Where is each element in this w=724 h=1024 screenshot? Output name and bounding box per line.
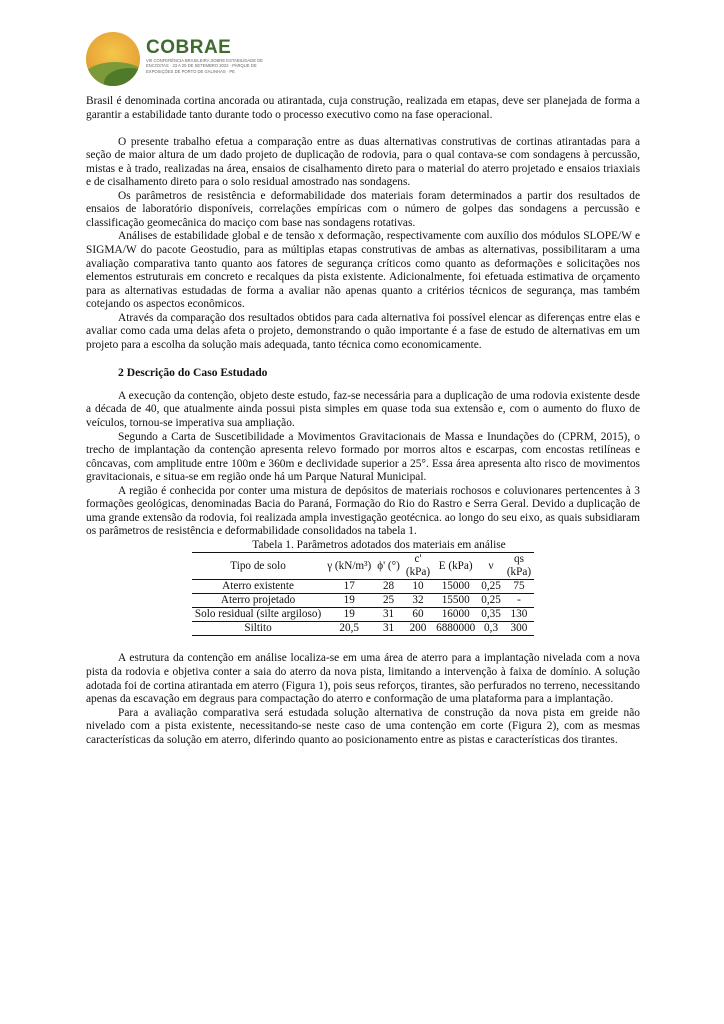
table-row bbox=[192, 580, 534, 594]
cell-gamma: 19 bbox=[343, 594, 355, 607]
cobrae-logo-icon bbox=[86, 32, 140, 86]
paragraph: Brasil é denominada cortina ancorada ou atirantada, cuja construção, realizada em etapas, deve ser planejada de forma a garantir a estabilidade tanto durante todo o processo executivo como na fase operacional. bbox=[86, 95, 640, 121]
header-poisson: ν bbox=[488, 559, 494, 572]
table-row bbox=[192, 594, 534, 608]
cell-cohesion: 60 bbox=[412, 608, 424, 621]
paragraph: A região é conhecida por conter uma mistura de depósitos de materiais rochosos e coluvionares pertencentes à 3 formações geológicas, denominadas Bacia do Paraná, Formação do Rio do Rastro e Serra Geral. Devido a duplicação de uma grande extensão da rodovia, foi realizada ampla investigação geotécnica. ao longo do seu eixo, as quais subsidiaram os parâmetros de resistência e deformabilidade consolidados na tabela 1. bbox=[86, 484, 640, 538]
header-cohesion bbox=[403, 553, 433, 580]
header-qs-unit: (kPa) bbox=[506, 566, 532, 579]
cell-gamma: 17 bbox=[343, 580, 355, 593]
header-phi: ϕ' (°) bbox=[377, 559, 400, 572]
paragraph: A estrutura da contenção em análise localiza-se em uma área de aterro para a implantação nivelada com a nova pista da rodovia e objetiva conter a saia do aterro da nova pista, limitando a intervenção à faixa de domínio. A solução adotada foi de cortina atirantada em aterro (Figura 1), pois seus reforços, tirantes, são perfurados no terreno, necessitando apenas da escavação em degraus para compactação do aterro e conformação de uma plataforma para a implantação. bbox=[86, 652, 640, 706]
cell-cohesion: 10 bbox=[412, 580, 424, 593]
header-cohesion-unit: (kPa) bbox=[405, 566, 431, 579]
paper-body bbox=[86, 95, 640, 747]
logo-title: COBRAE bbox=[146, 37, 232, 58]
cell-soil: Aterro existente bbox=[222, 580, 294, 593]
header-modulus: E (kPa) bbox=[438, 559, 473, 572]
table-row bbox=[192, 608, 534, 622]
cell-poisson: 0,35 bbox=[481, 608, 501, 621]
cell-phi: 31 bbox=[382, 622, 395, 635]
cell-poisson: 0,25 bbox=[481, 594, 501, 607]
parameters-table bbox=[192, 552, 534, 636]
conference-header bbox=[86, 28, 286, 88]
logo-text bbox=[146, 38, 266, 74]
cell-phi: 25 bbox=[382, 594, 395, 607]
paragraph: Segundo a Carta de Suscetibilidade a Movimentos Gravitacionais de Massa e Inundações do (CPRM, 2015), o trecho de implantação da contenção apresenta relevo formado por morros altos e escarpas, com encostas retilíneas e côncavas, com amplitude entre 100m e 360m e declividade superior a 25°. Essa área apresenta alto risco de movimentos gravitacionais, e situa-se em região onde há um Parque Natural Municipal. bbox=[86, 430, 640, 484]
header-soil-type: Tipo de solo bbox=[230, 559, 286, 572]
header-qs bbox=[504, 553, 534, 580]
header-qs-symbol: qs bbox=[513, 553, 524, 566]
paragraph: Os parâmetros de resistência e deformabilidade dos materiais foram determinados a partir dos resultados de ensaios de laboratório disponíveis, correlações empíricas com o número de golpes das sondagens a percussão e classificação geomecânica do maciço com base nas sondagens rotativas. bbox=[86, 189, 640, 229]
paragraph: Análises de estabilidade global e de tensão x deformação, respectivamente com auxílio dos módulos SLOPE/W e SIGMA/W do pacote Geostudio, para as múltiplas etapas construtivas de ambas as alternativas, possibilitaram a uma avaliação comparativa tanto quanto aos fatores de segurança críticos como quanto as deformações e solicitações nos elementos estruturais em concreto e recalques da pista existente. Adicionalmente, foi efetuada estimativa de orçamento para as alternativas estudadas de forma a avaliar não apenas quanto a critérios técnicos de segurança, mas também cotejando os aspectos econômicos. bbox=[86, 230, 640, 311]
cell-qs: 300 bbox=[510, 622, 528, 635]
cell-cohesion: 200 bbox=[409, 622, 427, 635]
cell-phi: 28 bbox=[382, 580, 395, 593]
cell-cohesion: 32 bbox=[412, 594, 424, 607]
cell-modulus: 6880000 bbox=[436, 622, 476, 635]
cell-qs: 130 bbox=[510, 608, 528, 621]
header-cohesion-symbol: c' bbox=[414, 553, 422, 566]
cell-modulus: 15500 bbox=[441, 594, 470, 607]
paragraph: Para a avaliação comparativa será estudada solução alternativa de construção da nova pista em greide não nivelado com a pista existente, necessitando-se neste caso de uma contenção em corte (Figura 2), com as mesmas características da solução em aterro, diferindo quanto ao posicionamento entre as pistas e características dos tirantes. bbox=[86, 706, 640, 746]
header-gamma: γ (kN/m³) bbox=[327, 559, 372, 572]
cell-soil: Solo residual (silte argiloso) bbox=[194, 608, 322, 621]
paragraph: Através da comparação dos resultados obtidos para cada alternativa foi possível elencar as diferenças entre elas e avaliar como cada uma delas afeta o projeto, demonstrando o quão importante é a fase de estudo de alternativas em um projeto para a escolha da solução mais adequada, tanto técnica como economicamente. bbox=[86, 311, 640, 351]
table-header-row bbox=[192, 553, 534, 580]
cell-qs: 75 bbox=[513, 580, 525, 593]
cell-soil: Siltito bbox=[244, 622, 272, 635]
cell-soil: Aterro projetado bbox=[220, 594, 296, 607]
paragraph: O presente trabalho efetua a comparação entre as duas alternativas construtivas de cortinas atirantadas para a seção de maior altura de um dado projeto de duplicação de rodovia, para o qual contava-se com sondagens à percussão, mistas e à trado, realizadas na área, ensaios de cisalhamento direto para o material do aterro projetado e ensaios triaxiais e de cisalhamento direto para o solo residual amostrado nas sondagens. bbox=[86, 135, 640, 189]
cell-poisson: 0,3 bbox=[484, 622, 499, 635]
cell-gamma: 20,5 bbox=[339, 622, 359, 635]
cell-poisson: 0,25 bbox=[481, 580, 501, 593]
logo-subtitle: VIII CONFERÊNCIA BRASILEIRA SOBRE ESTABILIDADE DE ENCOSTAS · 23 A 25 DE SETEMBRO 2022 · PARQUE DE EXPOSIÇÕES DE PORTO DE GALINHAS · PE bbox=[146, 58, 263, 74]
cell-phi: 31 bbox=[382, 608, 395, 621]
cell-modulus: 16000 bbox=[441, 608, 470, 621]
table-caption: Tabela 1. Parâmetros adotados dos materiais em análise bbox=[252, 538, 506, 551]
paragraph: A execução da contenção, objeto deste estudo, faz-se necessária para a duplicação de uma rodovia existente desde a década de 40, que atualmente ainda possui pista simples em quase toda sua extensão e, com o aumento do fluxo de veículos, tornou-se imperativa sua ampliação. bbox=[86, 389, 640, 429]
cell-qs: - bbox=[517, 594, 521, 607]
table-row bbox=[192, 622, 534, 636]
cell-modulus: 15000 bbox=[441, 580, 470, 593]
cell-gamma: 19 bbox=[343, 608, 355, 621]
section-heading: 2 Descrição do Caso Estudado bbox=[118, 366, 268, 380]
